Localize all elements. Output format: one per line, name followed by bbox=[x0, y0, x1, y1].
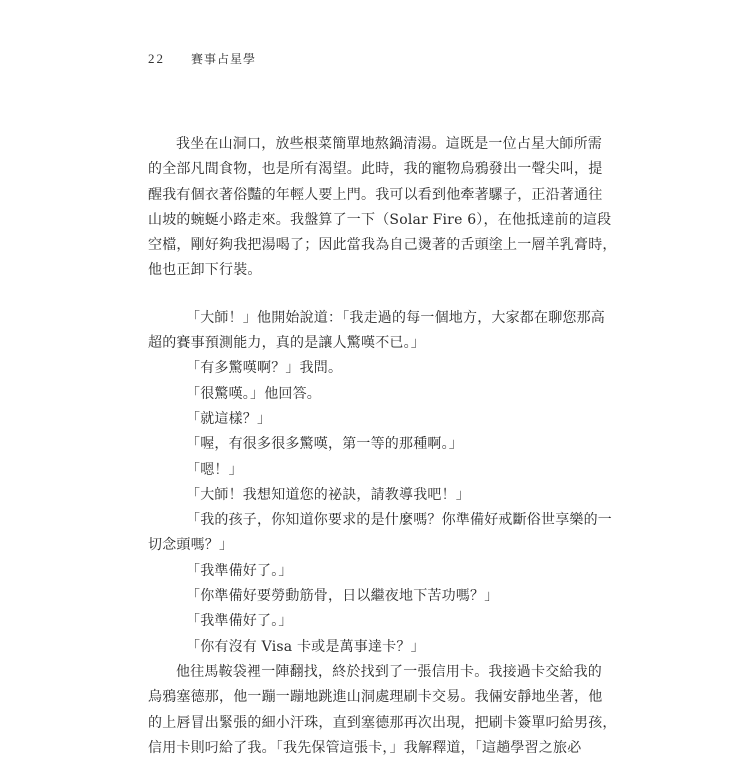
dialogue-line: 「喔，有很多很多驚嘆，第一等的那種啊。」 bbox=[186, 436, 463, 453]
dialogue-line: 「有多驚嘆啊？」我問。 bbox=[186, 360, 343, 377]
dialogue-line: 「就這樣？」 bbox=[186, 410, 272, 427]
paragraph-line: 烏鴉塞德那，他一蹦一蹦地跳進山洞處理刷卡交易。我倆安靜地坐著，他 bbox=[148, 689, 603, 706]
body-text bbox=[148, 132, 617, 761]
paragraph-line: 的上唇冒出緊張的細小汗珠，直到塞德那再次出現，把刷卡簽單叼給男孩， bbox=[148, 714, 617, 731]
dialogue-line: 「嗯！」 bbox=[186, 461, 243, 478]
dialogue-line: 「很驚嘆。」他回答。 bbox=[186, 385, 321, 402]
paragraph-line: 信用卡則叼給了我。「我先保管這張卡，」我解釋道，「這趟學習之旅必 bbox=[148, 739, 582, 756]
dialogue-line: 「你有沒有 Visa 卡或是萬事達卡？」 bbox=[186, 638, 425, 655]
page-number: 22 bbox=[148, 51, 165, 66]
dialogue-line: 「我準備好了。」 bbox=[186, 562, 293, 579]
dialogue-line: 「你準備好要勞動筋骨，日以繼夜地下苦功嗎？」 bbox=[186, 588, 499, 605]
paragraph-line: 他往馬鞍袋裡一陣翻找，終於找到了一張信用卡。我接過卡交給我的 bbox=[176, 663, 602, 680]
paragraph-line: 醒我有個衣著俗豔的年輕人要上門。我可以看到他牽著騾子，正沿著通往 bbox=[148, 186, 603, 203]
paragraph-line: 我坐在山洞口，放些根菜簡單地熬鍋清湯。這既是一位占星大師所需 bbox=[176, 136, 602, 152]
dialogue-line: 切念頭嗎？」 bbox=[148, 537, 234, 554]
paragraph-line: 空檔，剛好夠我把湯喝了；因此當我為自己燙著的舌頭塗上一層羊乳膏時， bbox=[148, 237, 617, 254]
book-title: 賽事占星學 bbox=[191, 52, 257, 66]
dialogue-line: 「大師！我想知道您的祕訣，請教導我吧！」 bbox=[186, 486, 470, 503]
paragraph-line: 山坡的蜿蜒小路走來。我盤算了一下（Solar Fire 6），在他抵達前的這段 bbox=[148, 211, 612, 228]
dialogue-line: 「我準備好了。」 bbox=[186, 613, 293, 630]
paragraph-line: 的全部凡間食物，也是所有渴望。此時，我的寵物烏鴉發出一聲尖叫，提 bbox=[148, 161, 603, 178]
paragraph-line: 他也正卸下行裝。 bbox=[148, 262, 262, 279]
dialogue-line: 超的賽事預測能力，真的是讓人驚嘆不已。」 bbox=[148, 335, 425, 352]
paragraph-gap bbox=[148, 284, 588, 306]
dialogue-line: 「我的孩子，你知道你要求的是什麼嗎？你準備好戒斷俗世享樂的一 bbox=[186, 512, 612, 529]
running-head bbox=[148, 50, 256, 68]
dialogue-line: 「大師！」他開始說道：「我走過的每一個地方，大家都在聊您那高 bbox=[186, 309, 605, 326]
